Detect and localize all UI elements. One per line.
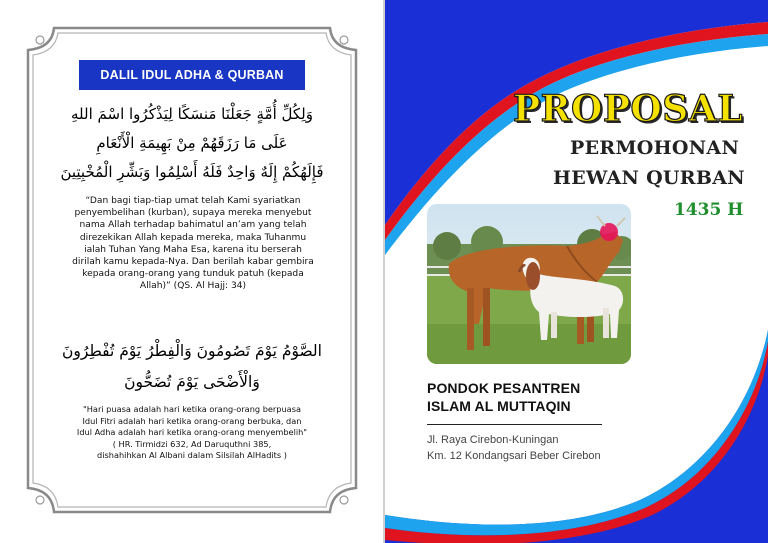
proposal-title: PROPOSAL xyxy=(513,88,744,130)
translation-line: ialah Tuhan Yang Maha Esa, karena itu berserah xyxy=(84,244,302,255)
arabic-verse xyxy=(50,100,334,187)
arabic-hadith-line: وَالْأَضْحَى يَوْمَ تُضَحُّونَ xyxy=(124,373,260,391)
verse-translation xyxy=(55,195,331,293)
arabic-verse-line: وَلِكُلِّ أُمَّةٍ جَعَلْنَا مَنسَكًا لِيَذْكُرُوا اسْمَ اللهِ xyxy=(71,105,313,123)
cow-and-goat-photo xyxy=(427,204,631,364)
address-line: Km. 12 Kondangsari Beber Cirebon xyxy=(427,450,601,462)
translation-line: nama Allah terhadap bahimatul an’am yang telah xyxy=(79,220,307,231)
arabic-verse-line: فَإِلَهُكُمْ إِلَهٌ وَاحِدٌ فَلَهُ أَسْلِمُوا وَبَشِّرِ الْمُخْبِتِينَ xyxy=(60,163,324,181)
subtitle-line: PERMOHONAN xyxy=(570,137,740,159)
organization-name-line: ISLAM AL MUTTAQIN xyxy=(427,398,571,414)
subtitle-line: HEWAN QURBAN xyxy=(553,167,745,189)
translation-line: Allah)” (QS. Al Hajj: 34) xyxy=(139,281,247,292)
divider-line xyxy=(427,424,602,425)
arabic-verse-line: عَلَى مَا رَزَقَهُمْ مِنْ بَهِيمَةِ الْأَنْعَامِ xyxy=(96,134,288,152)
address-line: Jl. Raya Cirebon-Kuningan xyxy=(427,434,559,446)
translation-line: “Dan bagi tiap-tiap umat telah Kami syariatkan xyxy=(85,196,301,206)
organization-name-line: PONDOK PESANTREN xyxy=(427,380,581,396)
right-page xyxy=(385,0,768,543)
arabic-hadith-line: الصَّوْمُ يَوْمَ تَصُومُونَ وَالْفِطْرُ يَوْمَ تُفْطِرُونَ xyxy=(62,342,322,360)
translation-line: direzekikan Allah kepada mereka, maka Tuhanmu xyxy=(79,232,307,243)
hadith-line: dishahihkan Al Albani dalam Silsilah AlHadits ) xyxy=(97,450,287,461)
translation-line: penyembelihan (kurban), supaya mereka menyebut xyxy=(74,208,312,219)
translation-line: dirilah kamu kepada-Nya. Dan berilah kabar gembira xyxy=(72,257,314,268)
translation-line: kepada orang-orang yang tunduk patuh (kepada xyxy=(82,269,304,280)
arabic-hadith xyxy=(50,336,334,398)
year-label: 1435 H xyxy=(674,200,744,220)
hadith-line: Idul Fitri adalah hari ketika orang-orang berbuka, dan xyxy=(82,415,302,426)
hadith-line: "Hari puasa adalah hari ketika orang-orang berpuasa xyxy=(83,404,301,414)
section-title: DALIL IDUL ADHA & QURBAN xyxy=(79,60,305,90)
hadith-translation xyxy=(40,404,344,462)
hadith-line: ( HR. Tirmidzi 632, Ad Daruquthni 385, xyxy=(112,438,272,449)
hadith-line: Idul Adha adalah hari ketika orang-orang menyembelih" xyxy=(76,427,308,438)
